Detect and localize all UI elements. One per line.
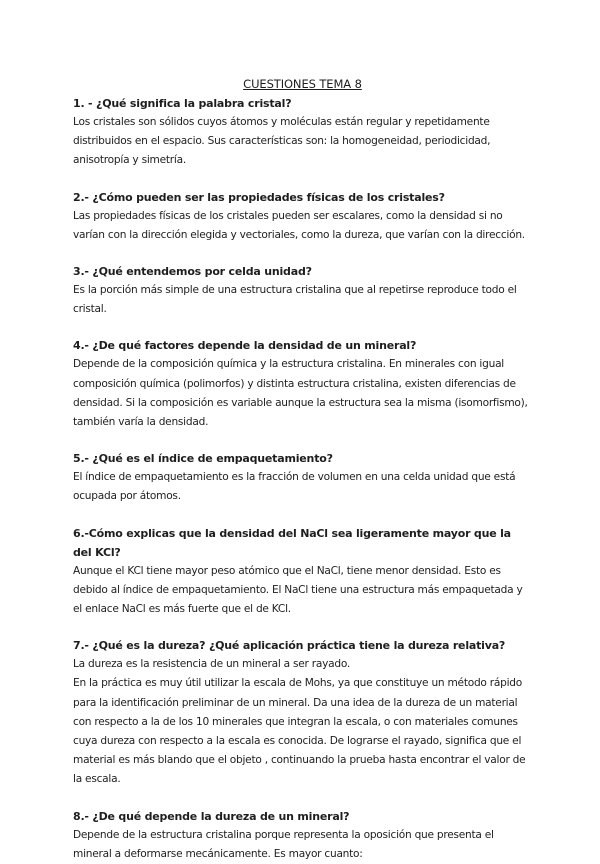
- question-8: [73, 807, 532, 864]
- question-heading: 2.- ¿Cómo pueden ser las propiedades físicas de los cristales?: [73, 190, 445, 204]
- question-heading: 5.- ¿Qué es el índice de empaquetamiento?: [73, 452, 333, 466]
- answer-paragraph: Es la porción más simple de una estructura cristalina que al repetirse reproduce todo el cristal.: [73, 284, 517, 316]
- question-5: [73, 449, 532, 506]
- question-heading: 1. - ¿Qué significa la palabra cristal?: [73, 97, 292, 110]
- answer-paragraph: La dureza es la resistencia de un mineral a ser rayado.: [73, 658, 351, 671]
- question-4: [73, 336, 532, 432]
- answer-paragraph: Depende de la estructura cristalina porque representa la oposición que presenta el mineral a deformarse mecánicamente. Es mayor cuanto:: [73, 828, 494, 860]
- question-6: [73, 524, 532, 620]
- question-heading: 3.- ¿Qué entendemos por celda unidad?: [73, 265, 312, 279]
- answer-paragraph: Depende de la composición química y la estructura cristalina. En minerales con igual composición química (polimorfos) y distinta estructura cristalina, existen diferencias de densidad. Si la composición es variable aunque la estructura sea la misma (isomorfismo), también varía la densidad.: [73, 358, 528, 429]
- question-1: [73, 94, 532, 171]
- answer-paragraph: El índice de empaquetamiento es la fracción de volumen en una celda unidad que está ocupada por átomos.: [73, 471, 516, 503]
- question-heading: 7.- ¿Qué es la dureza? ¿Qué aplicación práctica tiene la dureza relativa?: [73, 639, 506, 653]
- answer-paragraph: Aunque el KCl tiene mayor peso atómico que el NaCl, tiene menor densidad. Esto es debido al índice de empaquetamiento. El NaCl tiene una estructura más empaquetada y el enlace NaCl es más fuerte que el de KCl.: [73, 564, 523, 616]
- question-heading: 4.- ¿De qué factores depende la densidad de un mineral?: [73, 339, 417, 353]
- question-3: [73, 262, 532, 319]
- question-2: [73, 188, 532, 245]
- question-7: [73, 636, 532, 789]
- answer-paragraph: Las propiedades físicas de los cristales pueden ser escalares, como la densidad si no varían con la dirección elegida y vectoriales, como la dureza, que varían con la dirección.: [73, 209, 525, 241]
- question-heading: 6.-Cómo explicas que la densidad del NaCl sea ligeramente mayor que la del KCl?: [73, 526, 511, 559]
- document-title: CUESTIONES TEMA 8: [243, 77, 362, 91]
- answer-paragraph: Los cristales son sólidos cuyos átomos y moléculas están regular y repetidamente distribuidos en el espacio. Sus características son: la homogeneidad, periodicidad, anisotropía y simetría.: [73, 116, 491, 167]
- question-heading: 8.- ¿De qué depende la dureza de un mineral?: [73, 809, 350, 823]
- answer-paragraph: En la práctica es muy útil utilizar la escala de Mohs, ya que constituye un método rápido para la identificación preliminar de un mineral. Da una idea de la dureza de un material con respecto a la de los 10 minerales que integran la escala, o con materiales comunes cuya dureza con respecto a la escala es conocida. De lograrse el rayado, significa que el material es más blando que el objeto , continuando la prueba hasta encontrar el valor de la escala.: [73, 677, 526, 786]
